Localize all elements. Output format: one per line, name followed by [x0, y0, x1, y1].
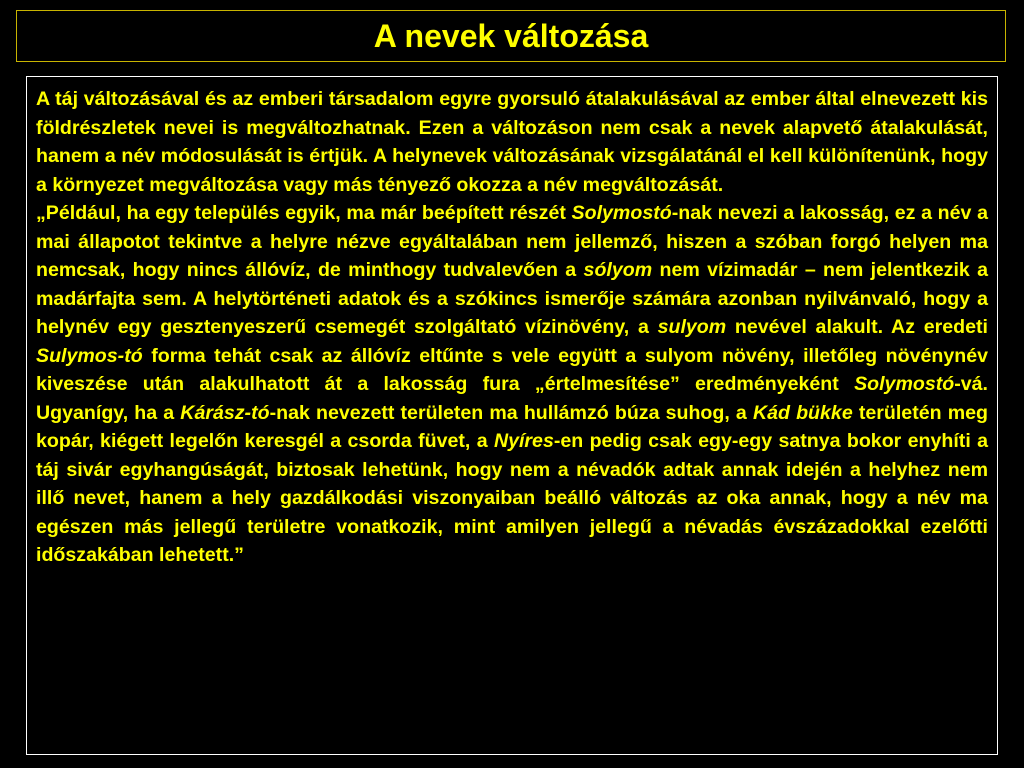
paragraph-quote: [36, 199, 988, 570]
text-run: forma tehát csak az állóvíz eltűnte s vele együtt a sulyom növény, illetőleg növénynév kiveszése után alakulhatott át a lakosság fura „értelmesítése” eredményeként: [36, 344, 988, 395]
text-run: -en pedig csak egy-egy satnya bokor enyhíti a táj sivár egyhangúságát, biztosak lehetünk, hogy nem a névadók adtak annak idején a helyhez nem illő nevet, hanem a hely gazdálkodási viszonyaiban beálló változás az oka annak, hogy a név ma egészen más jellegű területre vonatkozik, mint amilyen jellegű a névadás évszázadokkal ezelőtti időszakában lehetett.”: [36, 430, 988, 566]
text-run: -nak nevezi a lakosság, ez a név a mai állapotot tekintve a helyre nézve egyáltalában nem jellemző, hiszen a szóban forgó helyen ma nemcsak, hogy nincs állóvíz, de minthogy tudvalevően a: [36, 202, 988, 281]
italic-place-name: Solymostó: [571, 202, 672, 224]
title-frame: [16, 10, 1006, 62]
italic-place-name: Sulymos-tó: [36, 344, 143, 367]
italic-place-name: Solymostó: [854, 373, 955, 395]
text-run: területén meg kopár, kiégett legelőn keresgél a csorda füvet, a: [36, 401, 988, 452]
paragraph-intro: A táj változásával és az emberi társadalom egyre gyorsuló átalakulásával az ember által elnevezett kis földrészletek nevei is megváltozhatnak. Ezen a változáson nem csak a nevek alapvető átalakulását, hanem a név módosulását is értjük. A helynevek változásának vizsgálatánál el kell különítenünk, hogy a környezet megváltozása vagy más tényező okozza a név megváltozását.: [36, 88, 988, 196]
italic-place-name: Kárász-tó: [180, 401, 270, 424]
italic-place-name: sólyom: [583, 259, 653, 281]
slide-title: A nevek változása: [373, 17, 649, 54]
italic-place-name: sulyom: [657, 316, 727, 338]
text-run: nem vízimadár – nem jelentkezik a madárfajta sem. A helytörténeti adatok és a szókincs ismerője számára azonban nyilvánvaló, hogy a helynév egy gesztenyeszerű csemegét szolgáltató vízinövény, a: [36, 259, 989, 338]
text-run: -vá. Ugyanígy, ha a: [36, 373, 988, 424]
text-run: nevével alakult. Az eredeti: [726, 316, 988, 338]
text-run: -nak nevezett területen ma hullámzó búza suhog, a: [269, 401, 753, 424]
italic-place-name: Kád bükke: [752, 401, 853, 424]
text-run: „Például, ha egy település egyik, ma már beépített részét: [36, 202, 572, 224]
italic-place-name: Nyíres: [493, 430, 554, 452]
body-text-frame: [26, 76, 998, 755]
